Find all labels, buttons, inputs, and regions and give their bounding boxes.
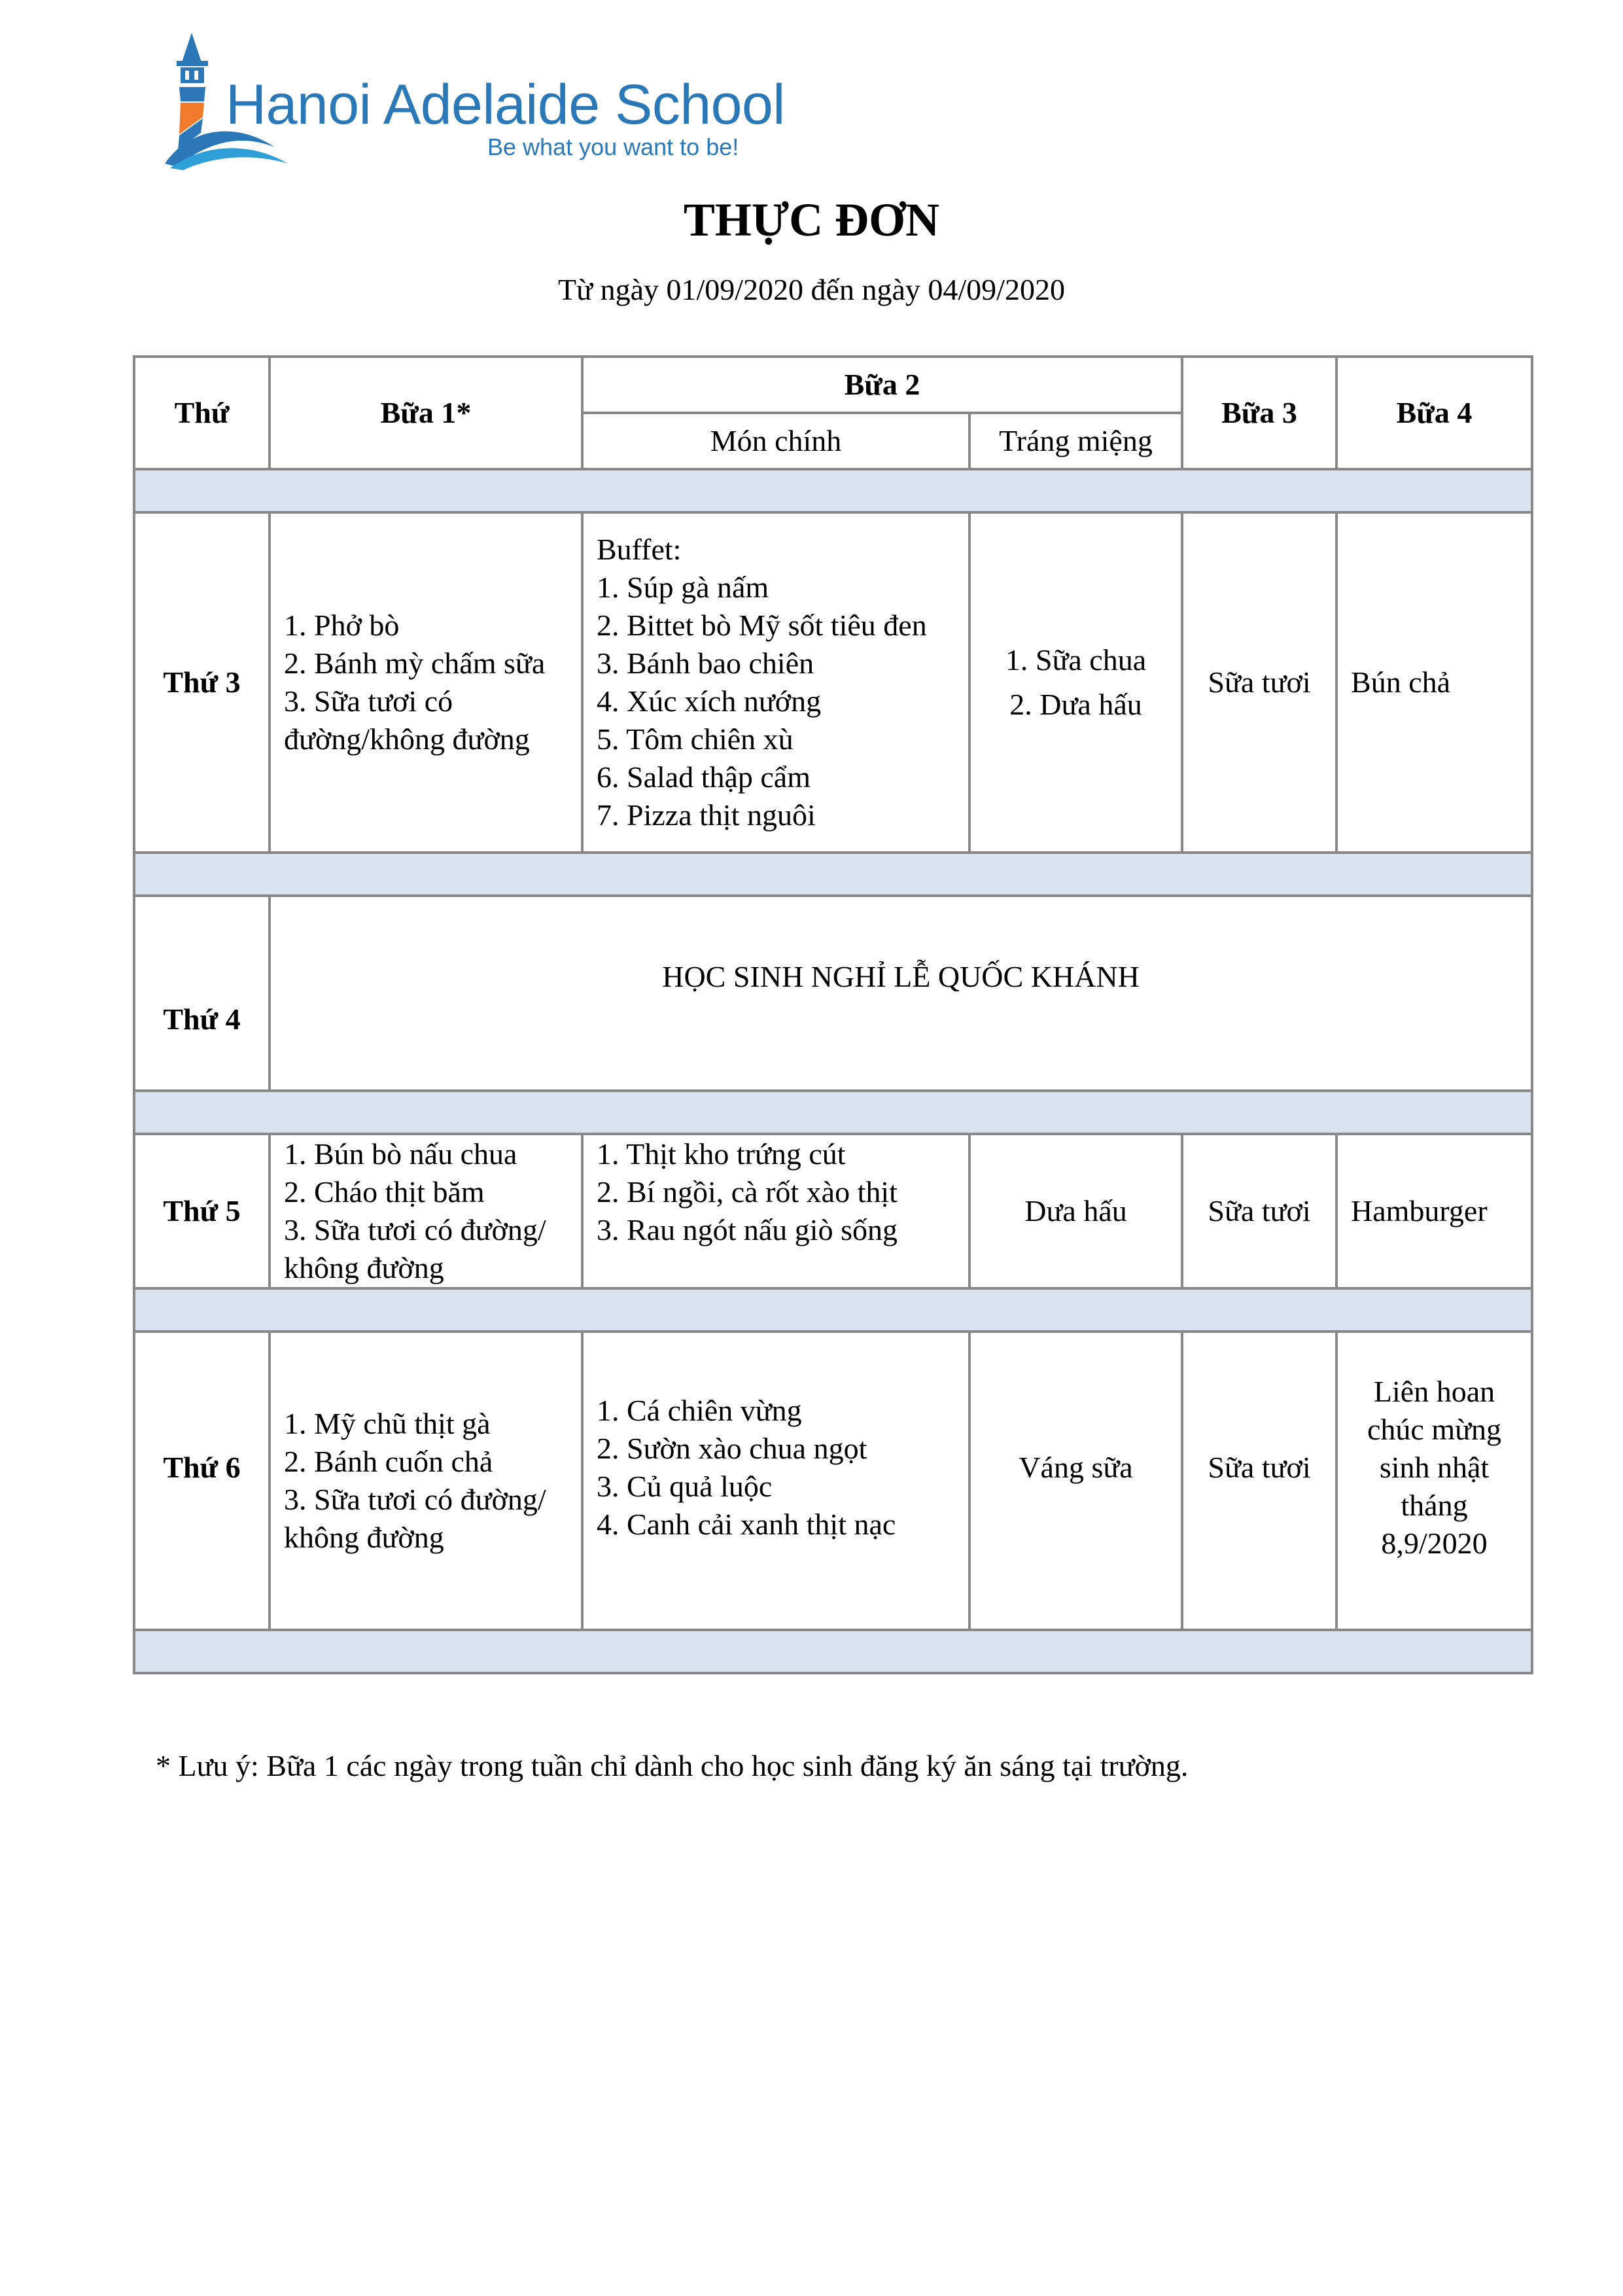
list-item: chúc mừng: [1367, 1413, 1502, 1446]
header-meal3: Bữa 3: [1182, 357, 1336, 469]
meal3-cell: Sữa tươi: [1182, 1332, 1336, 1630]
table-row: [134, 1332, 1532, 1630]
meal4-cell: [1336, 1332, 1532, 1630]
list-item: 3. Rau ngót nấu giò sống: [597, 1213, 898, 1246]
list-item: 4. Canh cải xanh thịt nạc: [597, 1508, 896, 1541]
school-logo: [164, 29, 785, 170]
list-item: 1. Cá chiên vừng: [597, 1394, 802, 1427]
list-intro: Buffet:: [597, 533, 682, 566]
holiday-cell: HỌC SINH NGHỈ LỄ QUỐC KHÁNH: [270, 896, 1532, 1091]
meal4-cell: Hamburger: [1336, 1134, 1532, 1288]
list-item: 2. Dưa hấu: [1009, 688, 1142, 721]
list-item: 2. Sườn xào chua ngọt: [597, 1432, 867, 1465]
header-row: [134, 357, 1532, 413]
meal1-cell: [270, 1134, 582, 1288]
meal1-cell: [270, 512, 582, 853]
day-cell: Thứ 4: [134, 896, 270, 1091]
spacer-row: [134, 469, 1532, 512]
list-item: 2. Cháo thịt băm: [284, 1175, 485, 1209]
table-row: [134, 512, 1532, 853]
list-item: 1. Thịt kho trứng cút: [597, 1137, 846, 1171]
spacer-row: [134, 1288, 1532, 1332]
meal4-cell: Bún chả: [1336, 512, 1532, 853]
table-row: [134, 896, 1532, 1091]
list-item: 8,9/2020: [1381, 1527, 1488, 1560]
date-range: Từ ngày 01/09/2020 đến ngày 04/09/2020: [558, 273, 1065, 306]
spacer-row: [134, 1630, 1532, 1673]
header-dessert: Tráng miệng: [969, 413, 1182, 469]
list-item: 3. Sữa tươi có đường/: [284, 1483, 546, 1516]
list-item: không đường: [284, 1251, 444, 1284]
header-meal4: Bữa 4: [1336, 357, 1532, 469]
list-item: không đường: [284, 1521, 444, 1554]
meal3-cell: Sữa tươi: [1182, 1134, 1336, 1288]
meal1-cell: [270, 1332, 582, 1630]
list-item: 1. Bún bò nấu chua: [284, 1137, 517, 1171]
list-item: 1. Sữa chua: [1005, 643, 1147, 677]
day-cell: Thứ 5: [134, 1134, 270, 1288]
list-item: 2. Bánh mỳ chấm sữa: [284, 646, 546, 680]
list-item: 1. Phở bò: [284, 609, 400, 642]
list-item: 7. Pizza thịt nguôi: [597, 798, 816, 832]
table-row: [134, 1134, 1532, 1288]
dessert-cell: Dưa hấu: [969, 1134, 1182, 1288]
menu-table: [133, 355, 1533, 1674]
dessert-cell: [969, 512, 1182, 853]
header-meal2: Bữa 2: [582, 357, 1182, 413]
main-dish-cell: [582, 512, 969, 853]
list-item: 3. Bánh bao chiên: [597, 646, 814, 680]
list-item: sinh nhật: [1379, 1451, 1490, 1484]
list-item: 2. Bí ngồi, cà rốt xào thịt: [597, 1175, 898, 1209]
header-main-dish: Món chính: [582, 413, 969, 469]
spacer-row: [134, 1091, 1532, 1134]
header-day: Thứ: [134, 357, 270, 469]
logo-school-name: Hanoi Adelaide School: [226, 73, 785, 136]
list-item: 2. Bánh cuốn chả: [284, 1445, 493, 1478]
footnote: * Lưu ý: Bữa 1 các ngày trong tuần chỉ dành cho học sinh đăng ký ăn sáng tại trường.: [156, 1749, 1189, 1782]
main-dish-cell: [582, 1134, 969, 1288]
list-item: 1. Súp gà nấm: [597, 571, 769, 604]
list-item: tháng: [1401, 1489, 1468, 1522]
day-cell: Thứ 3: [134, 512, 270, 853]
page-title: THỰC ĐƠN: [683, 194, 940, 246]
spacer-row: [134, 853, 1532, 896]
list-item: 3. Củ quả luộc: [597, 1470, 773, 1503]
list-item: 5. Tôm chiên xù: [597, 722, 794, 756]
list-item: 2. Bittet bò Mỹ sốt tiêu đen: [597, 609, 927, 642]
list-item: Liên hoan: [1373, 1375, 1495, 1408]
list-item: 4. Xúc xích nướng: [597, 684, 822, 718]
dessert-cell: Váng sữa: [969, 1332, 1182, 1630]
logo-tagline: Be what you want to be!: [487, 133, 739, 160]
day-cell: Thứ 6: [134, 1332, 270, 1630]
list-item: 6. Salad thập cẩm: [597, 760, 811, 794]
list-item: 3. Sữa tươi có đường/không đường: [284, 684, 530, 756]
main-dish-cell: [582, 1332, 969, 1630]
header-meal1: Bữa 1*: [270, 357, 582, 469]
list-item: 3. Sữa tươi có đường/: [284, 1213, 546, 1246]
list-item: 1. Mỹ chũ thịt gà: [284, 1407, 491, 1440]
meal3-cell: Sữa tươi: [1182, 512, 1336, 853]
